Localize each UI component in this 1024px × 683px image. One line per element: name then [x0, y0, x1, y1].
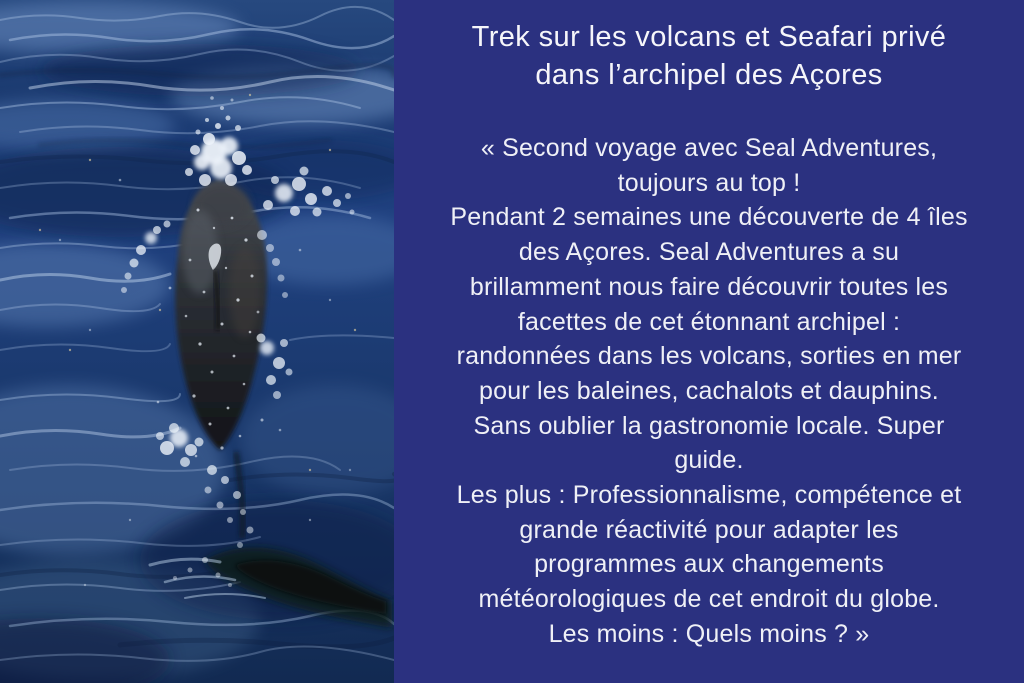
review-line: grande réactivité pour adapter les [519, 515, 899, 544]
review-line: pour les baleines, cachalots et dauphins. [479, 376, 939, 405]
review-line: « Second voyage avec Seal Adventures, [480, 134, 938, 162]
review-text [414, 131, 1004, 652]
review-line: météorologiques de cet endroit du globe. [478, 585, 940, 614]
review-line: des Açores. Seal Adventures a su [518, 238, 900, 267]
review-line: facettes de cet étonnant archipel : [517, 307, 901, 336]
review-line: Les plus : Professionnalisme, compétence et [456, 481, 962, 510]
review-line: programmes aux changements [534, 550, 884, 579]
title-line: Trek sur les volcans et Seafari privé [471, 21, 947, 53]
title-line: dans l’archipel des Açores [535, 59, 883, 91]
review-panel [394, 0, 1024, 683]
review-line: toujours au top ! [617, 168, 801, 197]
review-line: randonnées dans les volcans, sorties en mer [456, 342, 962, 371]
review-line: Les moins : Quels moins ? » [548, 619, 870, 648]
dolphin-photo [0, 0, 394, 683]
review-line: Sans oublier la gastronomie locale. Super [473, 411, 945, 440]
trip-title [414, 18, 1004, 94]
dolphin-photo-illustration [0, 0, 394, 683]
review-line: Pendant 2 semaines une découverte de 4 îles [450, 203, 968, 232]
review-line: brillamment nous faire découvrir toutes les [469, 272, 949, 301]
review-line: guide. [674, 446, 744, 475]
